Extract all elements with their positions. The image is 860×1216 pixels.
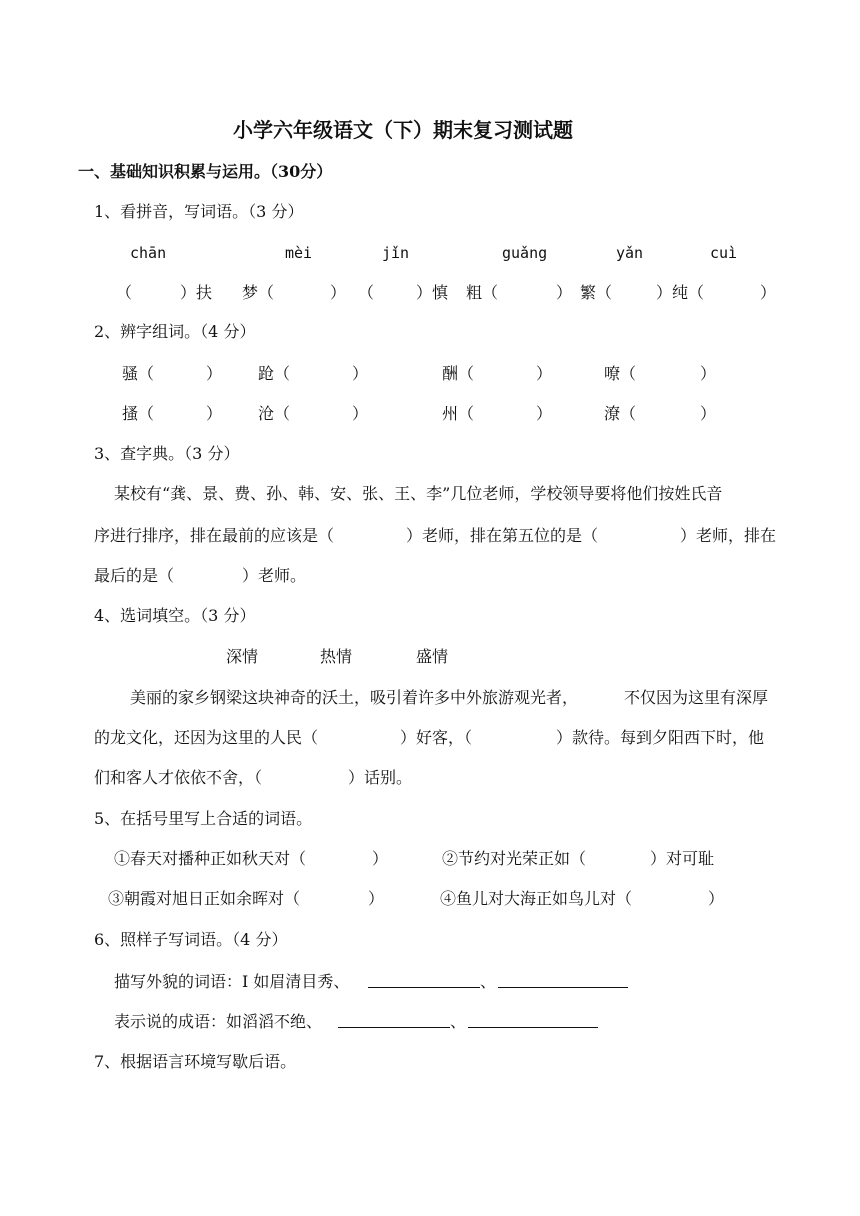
word-option: 盛情 <box>416 647 449 666</box>
answer-text: 梦（ <box>242 283 275 302</box>
answer-text: ） <box>330 283 347 302</box>
answer-blank[interactable] <box>468 1012 598 1033</box>
question-4-heading: 4、选词填空。（3 分） <box>94 606 256 625</box>
answer-text: ③朝霞对旭日正如余晖对（ <box>108 889 301 908</box>
question-text: 美丽的家乡钢梁这块神奇的沃土，吸引着许多中外旅游观光者， <box>130 688 579 707</box>
question-text: ）好客，（ <box>400 728 473 747</box>
question-3-heading: 3、查字典。（3 分） <box>94 444 240 463</box>
question-text: 、 <box>480 972 497 991</box>
pinyin: jǐn <box>382 244 410 262</box>
question-text: 最后的是（ <box>94 566 175 585</box>
pinyin: chān <box>130 244 167 262</box>
answer-text: ） <box>760 283 777 302</box>
word-option: 热情 <box>320 647 353 666</box>
question-text: ）话别。 <box>348 768 413 787</box>
question-text: 的龙文化，还因为这里的人民（ <box>94 728 319 747</box>
answer-text: ） <box>700 404 717 423</box>
answer-text: 酬（ <box>442 364 475 383</box>
answer-text: ）扶 <box>180 283 213 302</box>
question-text: 不仅因为这里有深厚 <box>624 688 769 707</box>
answer-blank[interactable] <box>338 1012 450 1033</box>
answer-text: 州（ <box>442 404 475 423</box>
answer-text: ） <box>556 283 573 302</box>
answer-text: 嘹（ <box>604 364 637 383</box>
answer-text: 沧（ <box>258 404 291 423</box>
answer-text: ④鱼儿对大海正如鸟儿对（ <box>440 889 633 908</box>
question-text: 序进行排序，排在最前的应该是（ <box>94 526 335 545</box>
answer-text: ） <box>206 404 223 423</box>
answer-text: ）对可耻 <box>650 849 715 868</box>
answer-text: ） <box>352 364 369 383</box>
answer-text: 跄（ <box>258 364 291 383</box>
question-1-heading: 1、看拼音，写词语。（3 分） <box>94 202 304 221</box>
answer-text: ） <box>708 889 725 908</box>
question-text: 某校有“龚、景、费、孙、韩、安、张、王、李”几位老师，学校领导要将他们按姓氏音 <box>114 484 723 503</box>
answer-text: ②节约对光荣正如（ <box>442 849 587 868</box>
question-6-heading: 6、照样子写词语。（4 分） <box>94 930 288 949</box>
pinyin: cuì <box>710 244 738 262</box>
answer-text: ） <box>368 889 385 908</box>
pinyin: yǎn <box>616 244 644 262</box>
answer-text: ） <box>536 364 553 383</box>
answer-text: 粗（ <box>466 283 499 302</box>
answer-text: ） <box>352 404 369 423</box>
question-7-heading: 7、根据语言环境写歇后语。 <box>94 1052 297 1071</box>
question-text: 描写外貌的词语：I 如眉清目秀、 <box>114 972 350 991</box>
pinyin: mèi <box>285 244 313 262</box>
question-text: 、 <box>450 1012 467 1031</box>
question-text: 表示说的成语：如滔滔不绝、 <box>114 1012 323 1031</box>
answer-text: 潦（ <box>604 404 637 423</box>
question-2-heading: 2、辨字组词。（4 分） <box>94 322 256 341</box>
page-title: 小学六年级语文（下）期末复习测试题 <box>233 118 573 142</box>
answer-text: （ <box>116 283 133 302</box>
pinyin: guǎng <box>502 244 548 262</box>
answer-text: 繁（ <box>580 283 613 302</box>
question-text: ）款待。每到夕阳西下时，他 <box>556 728 765 747</box>
answer-text: ）纯（ <box>656 283 705 302</box>
question-5-heading: 5、在括号里写上合适的词语。 <box>94 809 313 828</box>
answer-blank[interactable] <box>368 972 480 993</box>
answer-text: ） <box>206 364 223 383</box>
answer-text: ） <box>700 364 717 383</box>
answer-blank[interactable] <box>498 972 628 993</box>
question-text: ）老师。 <box>242 566 307 585</box>
answer-text: 搔（ <box>122 404 155 423</box>
answer-text: ） <box>372 849 389 868</box>
word-option: 深情 <box>226 647 259 666</box>
section-heading: 一、基础知识积累与运用。（30分） <box>78 162 333 181</box>
question-text: ）老师，排在 <box>680 526 777 545</box>
answer-text: 骚（ <box>122 364 155 383</box>
question-text: 们和客人才依依不舍，（ <box>94 768 263 787</box>
answer-text: （ <box>358 283 375 302</box>
question-text: ）老师，排在第五位的是（ <box>406 526 599 545</box>
answer-text: ） <box>536 404 553 423</box>
answer-text: ①春天对播种正如秋天对（ <box>114 849 307 868</box>
answer-text: ）慎 <box>416 283 449 302</box>
